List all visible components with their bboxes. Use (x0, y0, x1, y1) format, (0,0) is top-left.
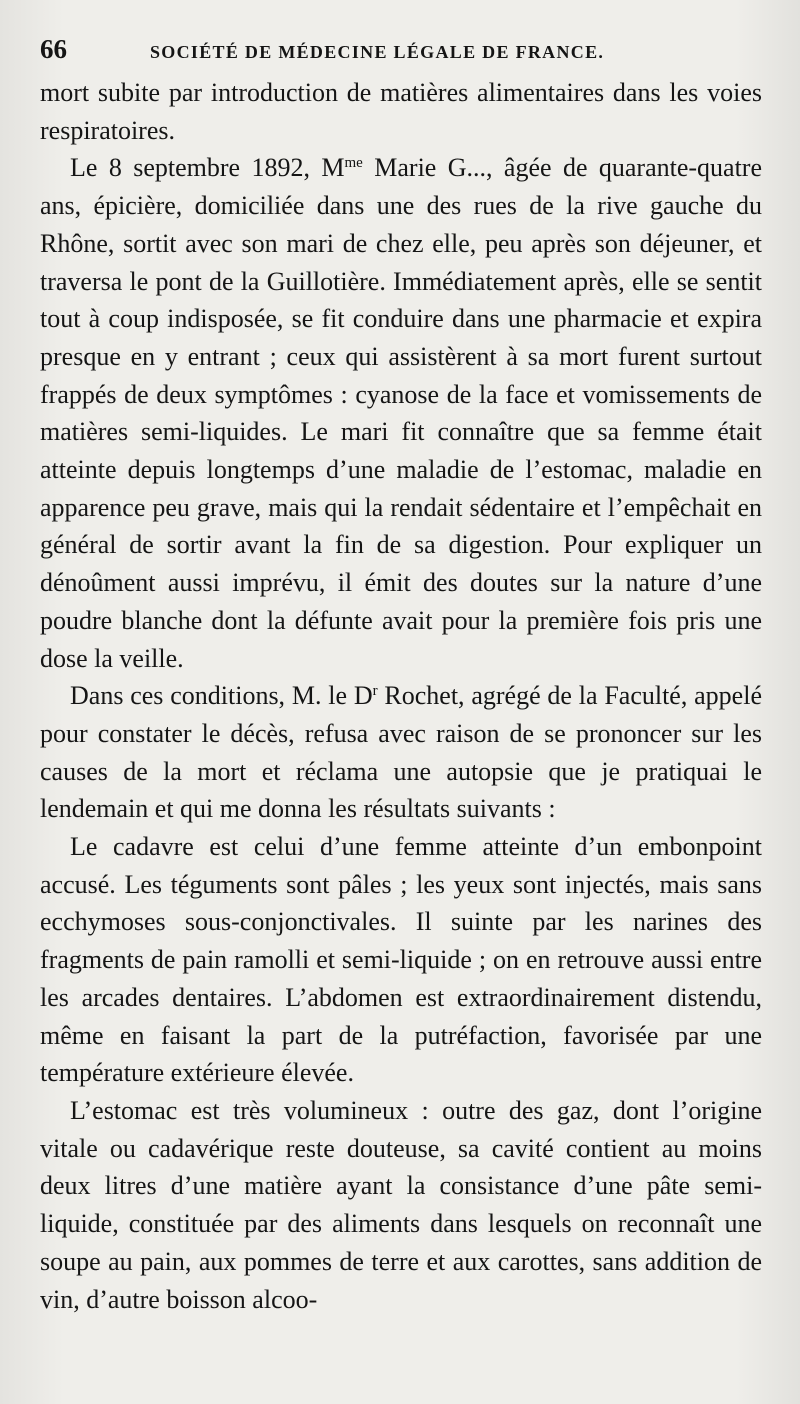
paragraph (40, 1092, 762, 1318)
paragraph-text: mort subite par introduction de matières alimentaires dans les voies respiratoires. (40, 78, 762, 145)
page-number: 66 (40, 34, 67, 64)
paragraph (40, 677, 762, 828)
paragraph-text: Marie G..., âgée de quarante-quatre ans, épicière, domiciliée dans une des rues de la rive gauche du Rhône, sortit avec son mari de chez elle, peu après son déjeuner, et traversa le pont de la Guillotière. Immédiatement après, elle se sentit tout à coup indisposée, se fit conduire dans une pharmacie et expira presque en y entrant ; ceux qui assistèrent à sa mort furent surtout frappés de deux symptômes : cyanose de la face et vomissements de matières semi-liquides. Le mari fit connaître que sa femme était atteinte depuis longtemps d’une maladie de l’estomac, maladie en apparence peu grave, mais qui la rendait sédentaire et l’empêchait en général de sortir avant la fin de sa digestion. Pour expliquer un dénoûment aussi imprévu, il émit des doutes sur la nature d’une poudre blanche dont la défunte avait pour la première fois pris une dose la veille. (40, 153, 763, 673)
page-header (40, 34, 762, 74)
superscript-abbreviation: r (372, 683, 378, 700)
paragraph-continuation (40, 74, 762, 149)
running-title: SOCIÉTÉ DE MÉDECINE LÉGALE DE FRANCE. (150, 42, 605, 62)
body-text (40, 74, 762, 1318)
paragraph-text: Le 8 septembre 1892, M (70, 153, 345, 183)
superscript-abbreviation: me (344, 155, 363, 172)
paragraph (40, 828, 762, 1092)
paragraph-text: L’estomac est très volumineux : outre des gaz, dont l’origine vitale ou cadavérique reste douteuse, sa cavité contient au moins deux litres d’une matière ayant la consistance d’une pâte semi-liquide, constituée par des aliments dans lesquels on reconnaît une soupe au pain, aux pommes de terre et aux carottes, sans addition de vin, d’autre boisson alcoo- (40, 1095, 762, 1314)
paragraph-text: Dans ces conditions, M. le D (70, 681, 373, 711)
paragraph-text: Rochet, agrégé de la Faculté, appelé pour constater le décès, refusa avec raison de se prononcer sur les causes de la mort et réclama une autopsie que je pratiquai le lendemain et qui me donna les résultats suivants : (40, 681, 762, 824)
paragraph-text: Le cadavre est celui d’une femme atteinte d’un embonpoint accusé. Les téguments sont pâles ; les yeux sont injectés, mais sans ecchymoses sous-conjonctivales. Il suinte par les narines des fragments de pain ramolli et semi-liquide ; on en retrouve aussi entre les arcades dentaires. L’abdomen est extraordinairement distendu, même en faisant la part de la putréfaction, favorisée par une température extérieure élevée. (40, 832, 762, 1088)
paragraph (40, 149, 762, 677)
